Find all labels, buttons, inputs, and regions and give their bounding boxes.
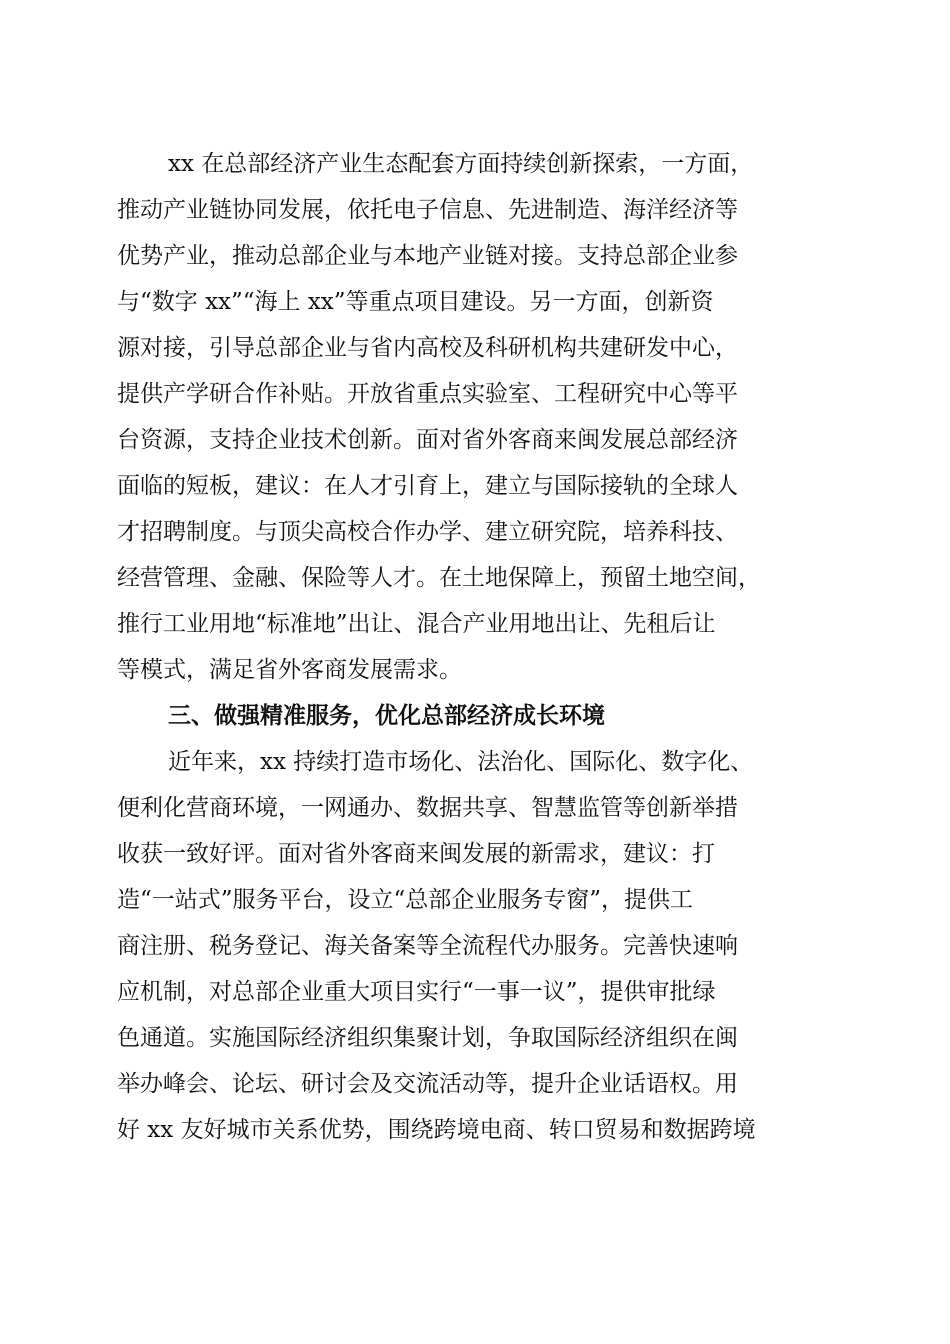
paragraph-line: 色通道。实施国际经济组织集聚计划，争取国际经济组织在闽 — [117, 1025, 738, 1051]
paragraph-line: 近年来，xx 持续打造市场化、法治化、国际化、数字化、 — [168, 749, 754, 775]
paragraph-line: xx 在总部经济产业生态配套方面持续创新探索，一方面， — [168, 151, 754, 177]
paragraph-line: 优势产业，推动总部企业与本地产业链对接。支持总部企业参 — [117, 243, 738, 269]
paragraph-line: 等模式，满足省外客商发展需求。 — [117, 657, 462, 683]
paragraph-line: 收获一致好评。面对省外客商来闽发展的新需求，建议：打 — [117, 841, 715, 867]
paragraph-line: 应机制，对总部企业重大项目实行“一事一议”，提供审批绿 — [117, 979, 716, 1005]
paragraph-line: 源对接，引导总部企业与省内高校及科研机构共建研发中心， — [117, 335, 738, 361]
paragraph-line: 台资源，支持企业技术创新。面对省外客商来闽发展总部经济 — [117, 427, 738, 453]
paragraph-line: 商注册、税务登记、海关备案等全流程代办服务。完善快速响 — [117, 933, 738, 959]
paragraph-line: 才招聘制度。与顶尖高校合作办学、建立研究院，培养科技、 — [117, 519, 738, 545]
paragraph-line: 便利化营商环境，一网通办、数据共享、智慧监管等创新举措 — [117, 795, 738, 821]
paragraph-line: 举办峰会、论坛、研讨会及交流活动等，提升企业话语权。用 — [117, 1071, 738, 1097]
paragraph-line: 经营管理、金融、保险等人才。在土地保障上，预留土地空间， — [117, 565, 761, 591]
paragraph-line: 面临的短板，建议：在人才引育上，建立与国际接轨的全球人 — [117, 473, 738, 499]
section-heading: 三、做强精准服务，优化总部经济成长环境 — [168, 703, 605, 729]
paragraph-line: 提供产学研合作补贴。开放省重点实验室、工程研究中心等平 — [117, 381, 738, 407]
paragraph-line: 推行工业用地“标准地”出让、混合产业用地出让、先租后让 — [117, 611, 716, 637]
paragraph-line: 与“数字 xx”“海上 xx”等重点项目建设。另一方面，创新资 — [117, 289, 714, 315]
paragraph-line: 推动产业链协同发展，依托电子信息、先进制造、海洋经济等 — [117, 197, 738, 223]
paragraph-line: 好 xx 友好城市关系优势，围绕跨境电商、转口贸易和数据跨境 — [117, 1117, 756, 1143]
paragraph-line: 造“一站式”服务平台，设立“总部企业服务专窗”，提供工 — [117, 887, 694, 913]
